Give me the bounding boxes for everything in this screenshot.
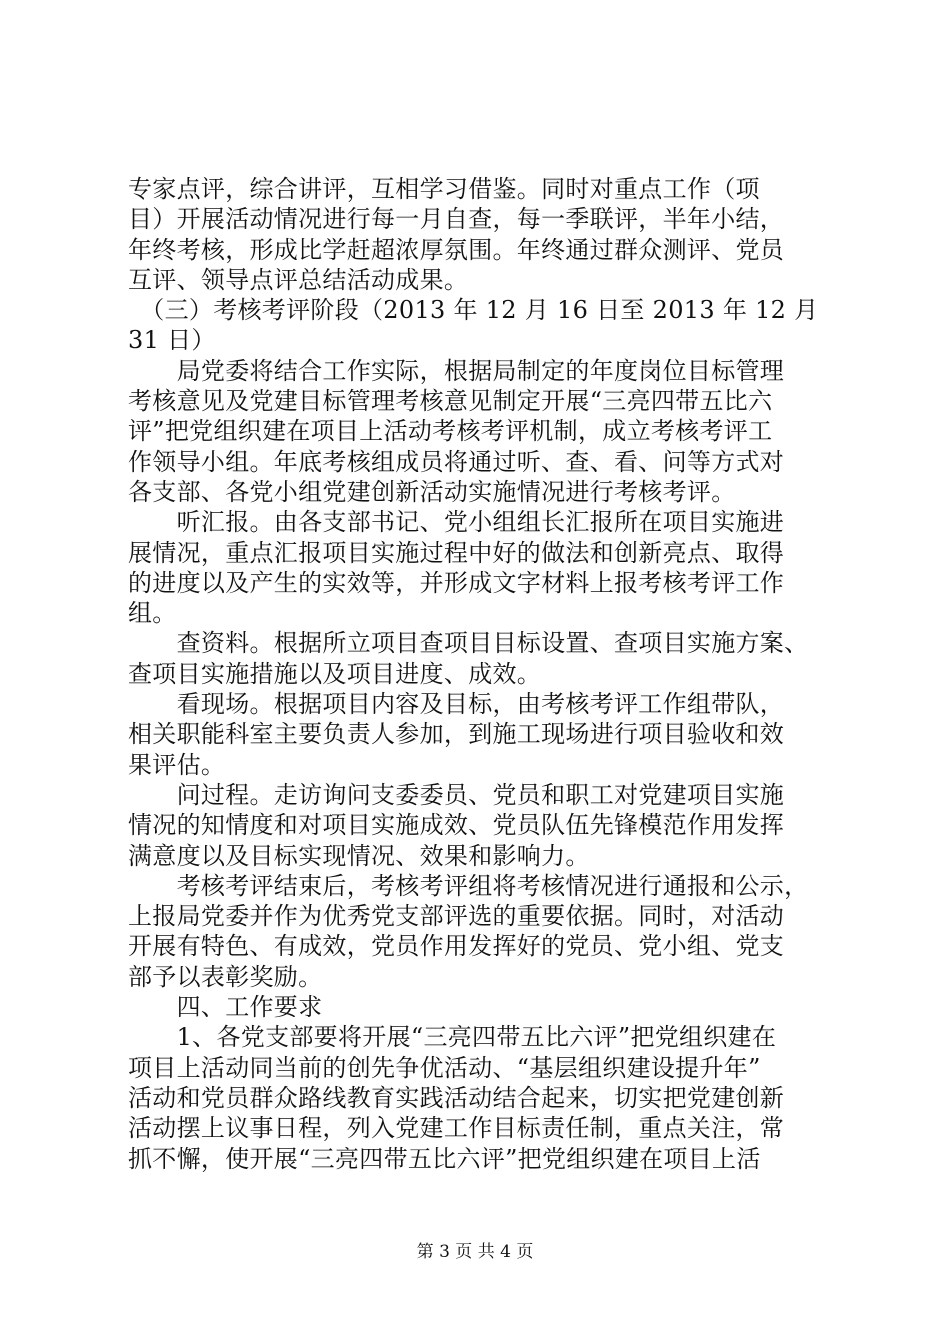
text-line: 上报局党委并作为优秀党支部评选的重要依据。同时，对活动	[128, 902, 785, 931]
text-line: 活动和党员群众路线教育实践活动结合起来，切实把党建创新	[128, 1083, 785, 1112]
text-line: 情况的知情度和对项目实施成效、党员队伍先锋模范作用发挥	[128, 811, 785, 840]
text-line: 满意度以及目标实现情况、效果和影响力。	[128, 841, 590, 870]
text-line: 互评、领导点评总结活动成果。	[128, 265, 469, 294]
text-line: 作领导小组。年底考核组成员将通过听、查、看、问等方式对	[128, 447, 785, 476]
text-line: 抓不懈，使开展“三亮四带五比六评”把党组织建在项目上活	[128, 1144, 761, 1173]
text-line: 评”把党组织建在项目上活动考核考评机制，成立考核考评工	[128, 417, 773, 446]
text-line: 相关职能科室主要负责人参加，到施工现场进行项目验收和效	[128, 720, 785, 749]
text-line: 专家点评，综合讲评，互相学习借鉴。同时对重点工作（项	[128, 175, 760, 203]
text-line: 各支部、各党小组党建创新活动实施情况进行考核考评。	[128, 477, 736, 506]
text-line: 年终考核，形成比学赶超浓厚氛围。年终通过群众测评、党员	[128, 235, 785, 264]
text-line: 1、各党支部要将开展“三亮四带五比六评”把党组织建在	[128, 1023, 777, 1052]
text-line: 看现场。根据项目内容及目标，由考核考评工作组带队，	[128, 690, 785, 719]
text-line: 考核考评结束后，考核考评组将考核情况进行通报和公示，	[128, 871, 809, 900]
section-heading: 四、工作要求	[128, 993, 323, 1022]
text-line: 开展有特色、有成效，党员作用发挥好的党员、党小组、党支	[128, 932, 785, 961]
text-line: 查项目实施措施以及项目进度、成效。	[128, 659, 542, 688]
page-number: 第 3 页 共 4 页	[416, 1242, 534, 1262]
text-line: 展情况，重点汇报项目实施过程中好的做法和创新亮点、取得	[128, 538, 785, 567]
text-line: 局党委将结合工作实际，根据局制定的年度岗位目标管理	[128, 356, 785, 385]
text-line: 的进度以及产生的实效等，并形成文字材料上报考核考评工作	[128, 568, 785, 597]
document-body	[128, 174, 838, 1174]
text-line: 活动摆上议事日程，列入党建工作目标责任制，重点关注，常	[128, 1114, 785, 1143]
text-line: 听汇报。由各支部书记、党小组组长汇报所在项目实施进	[128, 508, 785, 537]
text-line: 31 日）	[128, 326, 216, 355]
text-line: 查资料。根据所立项目查项目目标设置、查项目实施方案、	[128, 629, 809, 658]
text-line: 项目上活动同当前的创先争优活动、“基层组织建设提升年”	[128, 1053, 761, 1082]
page-footer	[0, 1241, 950, 1263]
text-line: 组。	[128, 599, 177, 628]
section-heading: （三）考核考评阶段（2013 年 12 月 16 日至 2013 年 12 月	[128, 296, 819, 325]
text-line: 问过程。走访询问支委委员、党员和职工对党建项目实施	[128, 780, 785, 809]
text-line: 部予以表彰奖励。	[128, 962, 323, 991]
text-line: 目）开展活动情况进行每一月自查，每一季联评，半年小结，	[128, 205, 785, 234]
text-line: 果评估。	[128, 750, 226, 779]
text-line: 考核意见及党建目标管理考核意见制定开展“三亮四带五比六	[128, 387, 773, 416]
